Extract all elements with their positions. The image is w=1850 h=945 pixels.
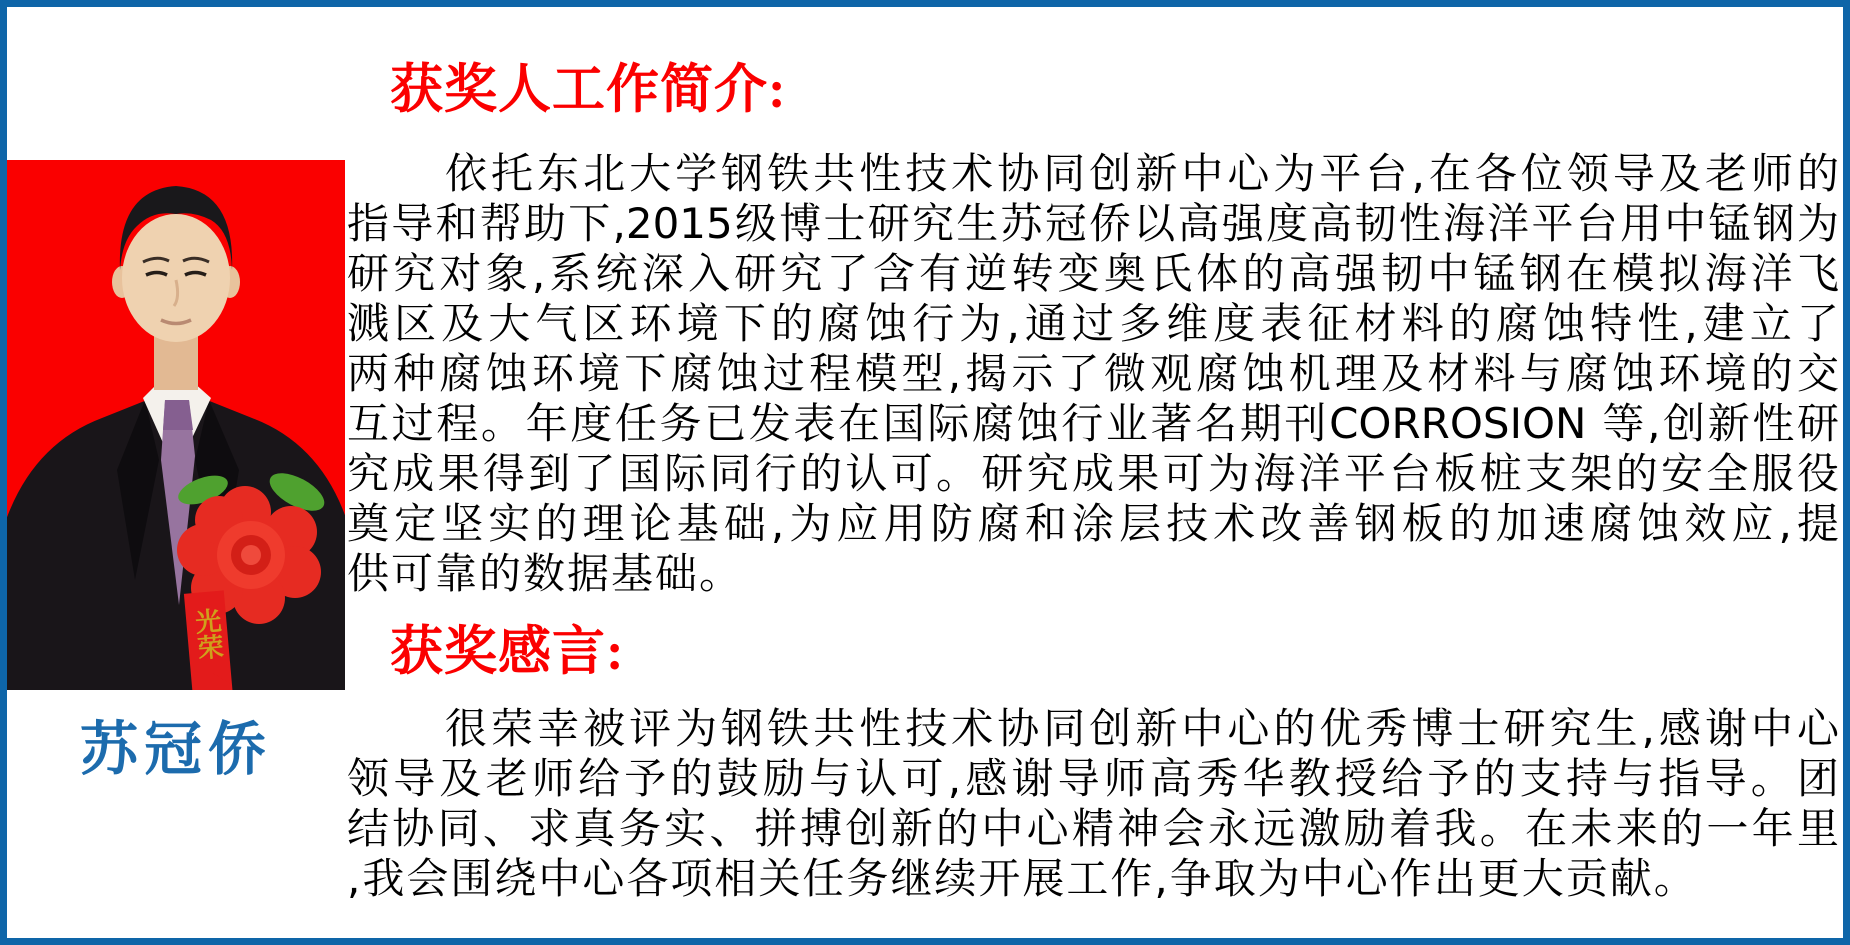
text-line: 互过程。年度任务已发表在国际腐蚀行业著名期刊CORROSION 等,创新性研 [347,399,1839,448]
text-line: 研究对象,系统深入研究了含有逆转变奥氏体的高强韧中锰钢在模拟海洋飞 [347,249,1839,298]
text-line: 指导和帮助下,2015级博士研究生苏冠侨以高强度高韧性海洋平台用中锰钢为 [347,199,1839,248]
award-speech-heading: 获奖感言: [390,623,625,681]
text-line: 领导及老师给予的鼓励与认可,感谢导师高秀华教授给予的支持与指导。团 [347,754,1839,803]
text-line: 究成果得到了国际同行的认可。研究成果可为海洋平台板桩支架的安全服役 [347,449,1839,498]
portrait-photo-illustration [7,160,345,690]
work-intro-paragraph [347,149,1839,599]
text-line: 两种腐蚀环境下腐蚀过程模型,揭示了微观腐蚀机理及材料与腐蚀环境的交 [347,349,1839,398]
text-line: 依托东北大学钢铁共性技术协同创新中心为平台,在各位领导及老师的 [445,149,1839,198]
content-column [345,7,1843,938]
work-intro-heading: 获奖人工作简介: [390,61,787,119]
portrait-photo [7,160,345,690]
text-line: 供可靠的数据基础。 [347,549,744,598]
award-speech-paragraph [347,704,1839,904]
awardee-name: 苏冠侨 [79,717,272,782]
text-line: 奠定坚实的理论基础,为应用防腐和涂层技术改善钢板的加速腐蚀效应,提 [347,499,1839,548]
text-line: 溅区及大气区环境下的腐蚀行为,通过多维度表征材料的腐蚀特性,建立了 [347,299,1839,348]
text-line: 结协同、求真务实、拼搏创新的中心精神会永远激励着我。在未来的一年里 [347,804,1839,853]
text-line: 很荣幸被评为钢铁共性技术协同创新中心的优秀博士研究生,感谢中心 [445,704,1839,753]
text-line: ,我会围绕中心各项相关任务继续开展工作,争取为中心作出更大贡献。 [347,854,1698,903]
ribbon-text: 光荣 [190,606,225,662]
